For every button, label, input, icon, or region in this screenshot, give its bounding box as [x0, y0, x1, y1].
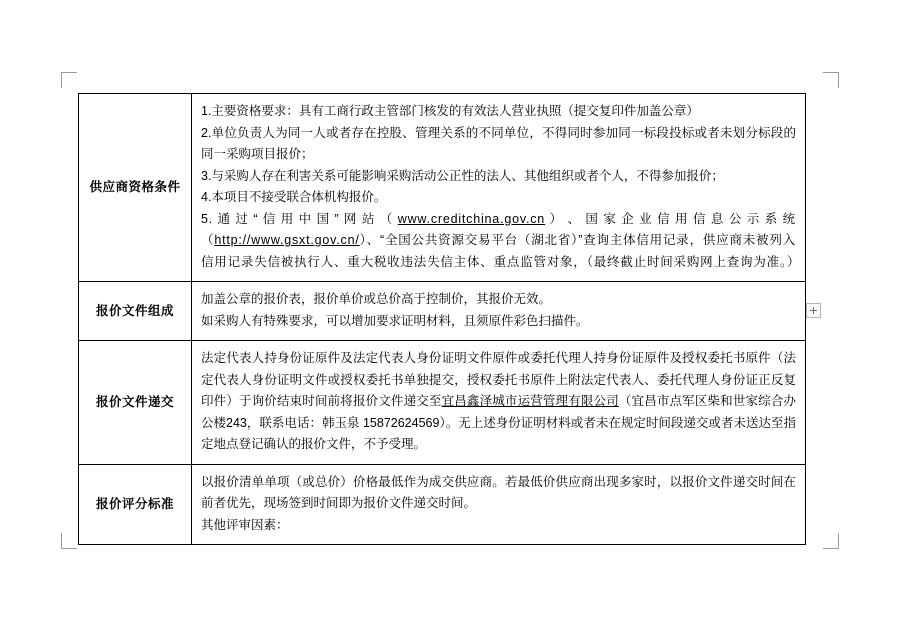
- row-content-quotation-file-composition: [192, 282, 806, 341]
- row-label-quotation-file-submission: 报价文件递交: [79, 341, 192, 465]
- paragraph: 2.单位负责人为同一人或者存在控股、管理关系的不同单位，不得同时参加同一标段投标或者未划分标段的同一采购项目报价；: [201, 125, 796, 161]
- row-label-quotation-file-composition: 报价文件组成: [79, 282, 192, 341]
- paragraph: 1.主要资格要求：具有工商行政主管部门核发的有效法人营业执照（提交复印件加盖公章）: [201, 104, 699, 118]
- row-label-supplier-qualification: 供应商资格条件: [79, 94, 192, 282]
- paragraph: 如采购人有特殊要求，可以增加要求证明材料，且须原件彩色扫描件。: [201, 313, 589, 328]
- paragraph: 4.本项目不接受联合体机构报价。: [201, 190, 387, 204]
- row-label-quotation-scoring-criteria: 报价评分标准: [79, 464, 192, 545]
- paragraph: 5. 通 过 “ 信 用 中 国 ” 网 站 （ www.creditchina.gov.cn ） 、 国 家 企 业 信 用 信 息 公 示 系 统 （http://www.gsxt.gov.cn/）、“全国公共资源交易平台（湖北省）”查询主体信用记录，供应商未被列入信用记录失信被执行人、重大税收违法失信主体、重点监管对象，（最终截止时间采购网上查询为准。）: [201, 211, 801, 269]
- crop-mark-top-right: [823, 72, 839, 88]
- paragraph: 以报价清单单项（或总价）价格最低作为成交供应商。若最低价供应商出现多家时，以报价文件递交时间在前者优先，现场签到时间即为报价文件递交时间。: [201, 474, 796, 510]
- table-row: [79, 341, 806, 465]
- paragraph: 3.与采购人存在利害关系可能影响采购活动公正性的法人、其他组织或者个人，不得参加报价；: [201, 168, 724, 183]
- paragraph: 加盖公章的报价表，报价单价或总价高于控制价，其报价无效。: [201, 292, 552, 306]
- requirements-table: [78, 93, 806, 545]
- row-content-quotation-file-submission: [192, 341, 806, 465]
- crop-mark-bottom-right: [823, 533, 839, 549]
- row-content-supplier-qualification: [192, 94, 806, 282]
- table-row: [79, 464, 806, 545]
- expand-marker-icon[interactable]: [806, 303, 821, 318]
- paragraph: 法定代表人持身份证原件及法定代表人身份证明文件原件或委托代理人持身份证原件及授权委托书原件（法定代表人身份证明文件或授权委托书单独提交，授权委托书原件上附法定代表人、委托代理人身份证正反复印件）于询价结束时间前将报价文件递交至宜昌鑫泽城市运营管理有限公司（宜昌市点军区柴和世家综合办公楼243，联系电话：韩玉泉 15872624569）。无上述身份证明材料或者未在规定时间段递交或者未送达至指定地点登记确认的报价文件，不予受理。: [201, 351, 796, 451]
- crop-mark-bottom-left: [61, 533, 77, 549]
- table-row: [79, 282, 806, 341]
- row-content-quotation-scoring-criteria: [192, 464, 806, 545]
- table-row: [79, 94, 806, 282]
- paragraph: 其他评审因素：: [201, 517, 289, 532]
- crop-mark-top-left: [61, 72, 77, 88]
